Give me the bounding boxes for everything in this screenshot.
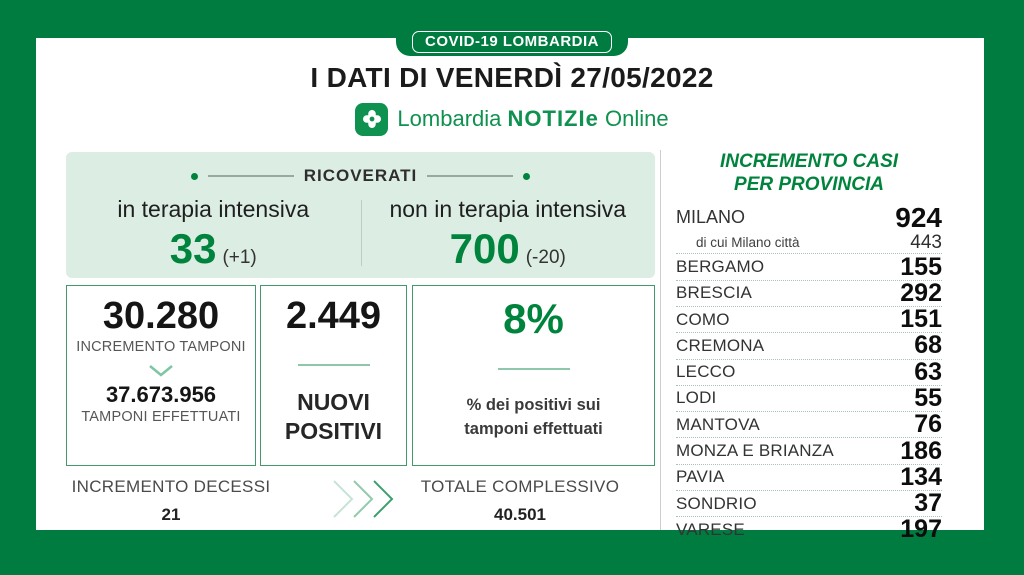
non-intensive-delta: (-20) — [525, 247, 566, 268]
incremento-decessi-label: INCREMENTO DECESSI — [71, 477, 271, 496]
province-name: MANTOVA — [676, 414, 760, 434]
intensive-care-label: in terapia intensiva — [117, 196, 310, 222]
logo-wordmark — [397, 106, 668, 132]
intensive-care-delta: (+1) — [222, 247, 257, 268]
province-name: LECCO — [676, 362, 736, 382]
nuovi-positivi-label-line2: POSITIVI — [284, 417, 383, 444]
non-intensive-value: 700 — [449, 225, 520, 272]
province-value: 197 — [900, 515, 942, 544]
province-row-brescia — [676, 278, 942, 307]
province-row-milano-city — [676, 232, 942, 254]
province-value: 55 — [914, 383, 942, 412]
tamponi-increment-label: INCREMENTO TAMPONI — [76, 338, 246, 355]
percent-value: 8% — [503, 295, 564, 342]
non-intensive-column — [361, 196, 656, 273]
non-intensive-label: non in terapia intensiva — [389, 196, 627, 222]
nuovi-positivi-label — [261, 388, 406, 446]
province-panel-title — [676, 150, 942, 196]
province-name: PAVIA — [676, 467, 725, 487]
nuovi-positivi-box — [260, 285, 407, 466]
province-name: SONDRIO — [676, 493, 757, 513]
logo-online: Online — [604, 106, 669, 131]
incremento-decessi-value: 21 — [161, 505, 181, 524]
province-row-lecco — [676, 357, 942, 386]
logo-region: Lombardia — [397, 106, 502, 131]
province-row-varese — [676, 517, 942, 542]
logo-notizie: NOTIZI — [507, 106, 586, 131]
province-name: CREMONA — [676, 335, 765, 355]
ricoverati-columns — [66, 196, 655, 273]
province-row-mantova — [676, 412, 942, 438]
percent-label — [413, 394, 654, 442]
province-list — [676, 203, 942, 542]
percent-label-line2: tamponi effettuati — [464, 420, 603, 439]
province-value: 186 — [900, 436, 942, 465]
province-row-cremona — [676, 333, 942, 359]
tamponi-total-value: 37.673.956 — [105, 381, 217, 407]
lombardia-notizie-logo — [0, 101, 1024, 137]
province-value: 37 — [914, 489, 942, 518]
nuovi-positivi-label-line1: NUOVI — [297, 388, 370, 415]
dash-line — [208, 175, 294, 177]
ricoverati-header — [66, 152, 655, 186]
province-value: 63 — [914, 357, 942, 386]
province-title-line2: PER PROVINCIA — [734, 174, 884, 196]
divider-rule — [498, 368, 570, 370]
province-row-lodi — [676, 383, 942, 412]
nuovi-positivi-value: 2.449 — [285, 295, 382, 337]
bullet-dot-icon — [191, 173, 198, 180]
province-value: 76 — [914, 410, 942, 439]
tamponi-total-label: TAMPONI EFFETTUATI — [81, 408, 241, 425]
covid-badge — [396, 0, 628, 56]
logo-notizie-e: e — [585, 106, 599, 131]
percent-positivi-box — [412, 285, 655, 466]
province-row-bergamo — [676, 254, 942, 280]
ricoverati-panel — [66, 152, 655, 278]
ricoverati-title: RICOVERATI — [303, 166, 418, 185]
triple-chevron-right-icon — [331, 476, 397, 522]
totale-complessivo-label: TOTALE COMPLESSIVO — [420, 477, 620, 496]
non-intensive-valueline — [361, 225, 656, 273]
province-name: MONZA E BRIANZA — [676, 441, 834, 461]
province-value: 292 — [900, 278, 942, 307]
province-sub-name: di cui Milano città — [696, 235, 800, 251]
province-title-line1: INCREMENTO CASI — [719, 151, 899, 172]
province-sub-value: 443 — [910, 231, 942, 253]
province-panel — [676, 150, 942, 543]
chevron-down-icon — [148, 364, 174, 377]
province-row-como — [676, 307, 942, 333]
province-name: BERGAMO — [676, 256, 765, 276]
province-row-monza-e-brianza — [676, 438, 942, 464]
dash-line — [427, 175, 513, 177]
percent-label-line1: % dei positivi sui — [466, 396, 601, 415]
province-value: 68 — [914, 331, 942, 360]
bullet-dot-icon — [523, 173, 530, 180]
province-row-milano — [676, 203, 942, 232]
rosa-camuna-icon — [355, 103, 388, 136]
province-value: 134 — [900, 462, 942, 491]
province-name: VARESE — [676, 519, 745, 539]
intensive-care-valueline — [66, 225, 361, 273]
province-value: 151 — [900, 305, 942, 334]
province-name: BRESCIA — [676, 283, 753, 303]
tamponi-increment-value: 30.280 — [102, 295, 220, 337]
province-value: 155 — [900, 252, 942, 281]
covid-badge-label: COVID-19 LOMBARDIA — [412, 31, 612, 53]
vertical-divider — [660, 150, 661, 530]
province-name: COMO — [676, 309, 730, 329]
totale-complessivo-value: 40.501 — [494, 505, 546, 524]
province-row-sondrio — [676, 491, 942, 517]
province-name: LODI — [676, 388, 717, 408]
incremento-decessi-group — [66, 477, 276, 525]
province-value: 924 — [895, 201, 942, 233]
intensive-care-column — [66, 196, 361, 273]
page-title: I DATI DI VENERDÌ 27/05/2022 — [310, 62, 714, 93]
tamponi-box — [66, 285, 256, 466]
province-name: MILANO — [676, 207, 746, 228]
province-row-pavia — [676, 462, 942, 491]
totale-complessivo-group — [405, 477, 635, 525]
divider-rule — [298, 364, 370, 366]
intensive-care-value: 33 — [169, 225, 217, 272]
